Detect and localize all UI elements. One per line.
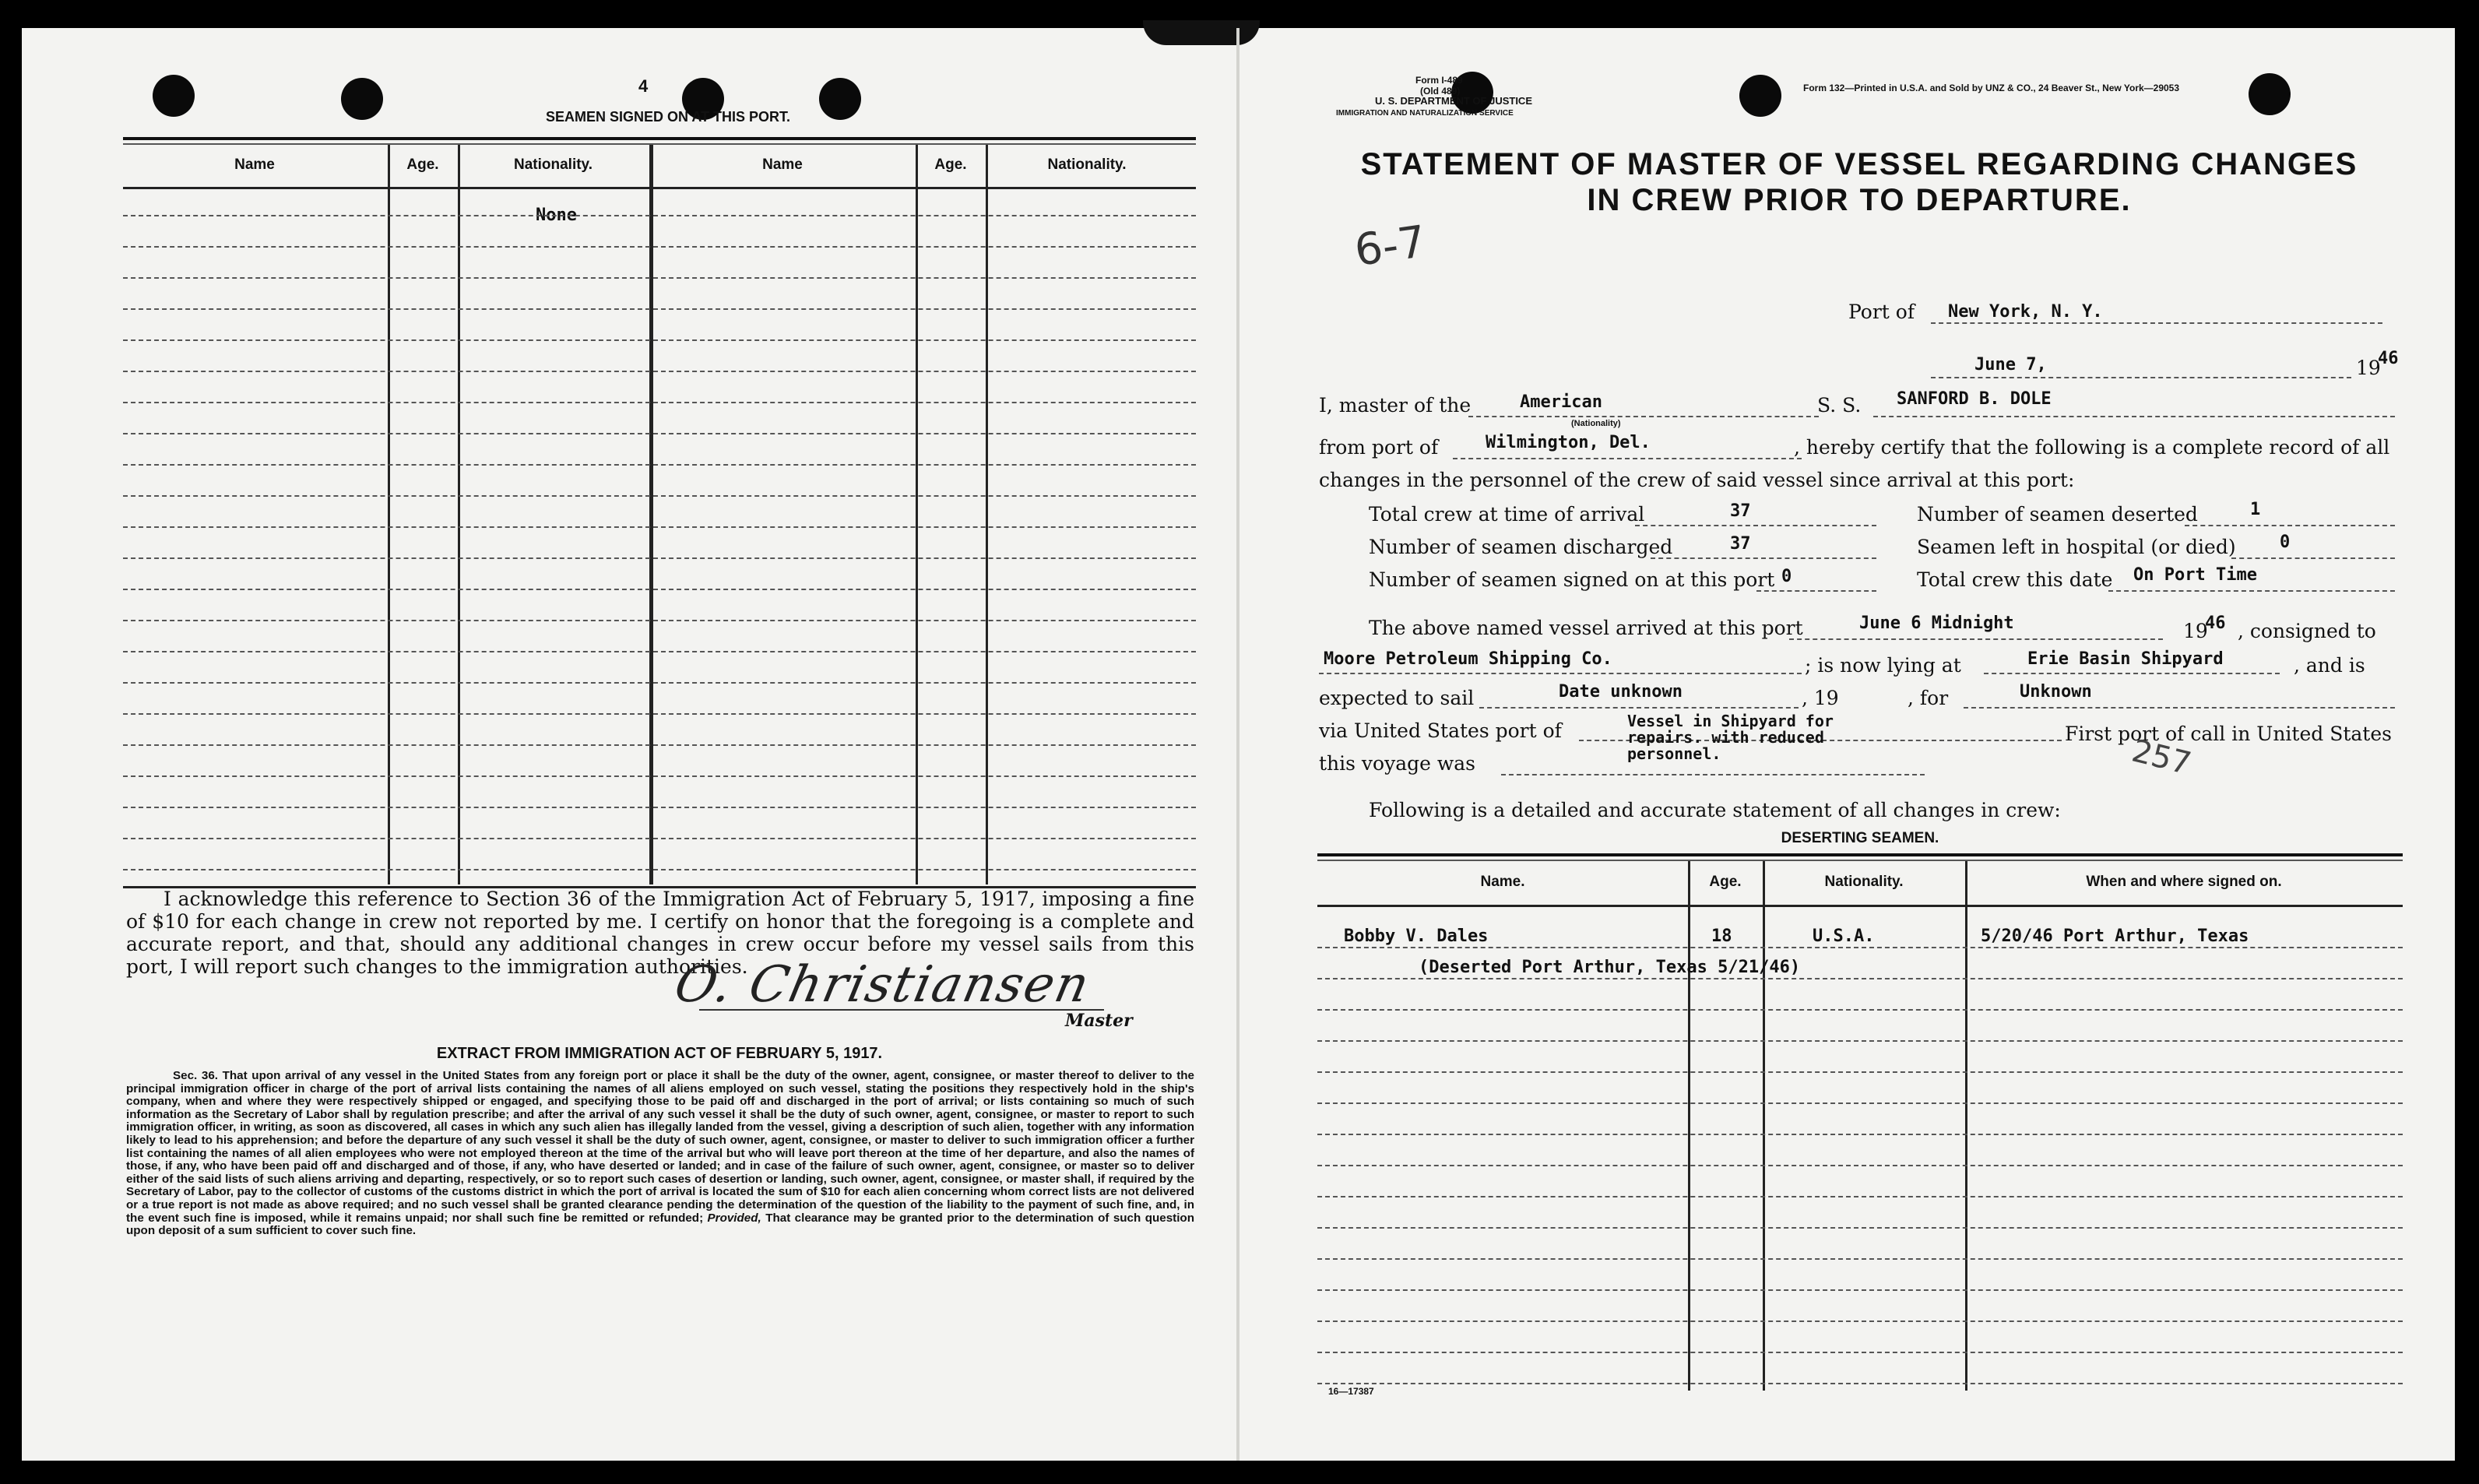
from-port-label: from port of — [1319, 436, 1439, 459]
table-row-rule — [123, 713, 1196, 715]
desert-col-name: Name. — [1480, 874, 1525, 890]
table-row-rule — [123, 464, 1196, 466]
desert-col-nationality: Nationality. — [1824, 874, 1904, 890]
department: U. S. DEPARTMENT OF JUSTICE — [1375, 95, 1532, 107]
hospital-line — [2231, 557, 2395, 559]
desert-header-rule — [1317, 905, 2403, 907]
table-row-rule — [1317, 1196, 2403, 1197]
desert-col-divider — [1965, 861, 1967, 1391]
hospital-value: 0 — [2280, 533, 2291, 552]
table-row-rule — [123, 807, 1196, 808]
from-port-line — [1453, 458, 1802, 459]
discharged-label: Number of seamen discharged — [1369, 536, 1673, 558]
extract-title: EXTRACT FROM IMMIGRATION ACT OF FEBRUARY 5, 1917. — [436, 1045, 883, 1062]
signed-on-value: 0 — [1781, 567, 1792, 586]
arrived-label: The above named vessel arrived at this port — [1369, 617, 1803, 639]
ss-label: S. S. — [1817, 394, 1862, 417]
following-text: Following is a detailed and accurate statement of all changes in crew: — [1369, 799, 2061, 821]
form-title-line1: STATEMENT OF MASTER OF VESSEL REGARDING CHANGES — [1360, 147, 2358, 181]
signed-on-line — [1756, 590, 1876, 592]
certify-text: , hereby certify that the following is a complete record of all — [1794, 436, 2390, 459]
for-line — [1964, 707, 2395, 709]
consigned-label: , consigned to — [2238, 620, 2376, 642]
extract-tail: That clearance may be granted prior to the determination of such question upon deposit of a sum sufficient to cover such fine. — [126, 1211, 1194, 1238]
expected-year: , 19 — [1802, 687, 1839, 709]
col-divider — [388, 145, 390, 884]
table-row-rule — [123, 526, 1196, 528]
stamp-number: 257 — [2128, 733, 2195, 782]
table-row-rule — [123, 620, 1196, 621]
signed-on-label: Number of seamen signed on at this port — [1369, 568, 1775, 591]
table-row-rule — [123, 744, 1196, 746]
desert-table-top-rule-thin — [1317, 860, 2403, 861]
table-row-rule — [123, 308, 1196, 310]
extract-lead: Sec. 36. — [173, 1069, 218, 1082]
and-is-label: , and is — [2294, 654, 2365, 677]
table-row-rule — [123, 277, 1196, 279]
table-row-rule — [123, 869, 1196, 870]
table-row-rule — [123, 215, 1196, 216]
table-row-rule — [123, 371, 1196, 372]
table-row-rule — [1317, 1134, 2403, 1135]
total-crew-label: Total crew at time of arrival — [1369, 503, 1645, 526]
col-header-age: Age. — [406, 156, 439, 173]
master-label: Master — [1065, 1011, 1133, 1031]
signature-line — [699, 1009, 1104, 1011]
desert-col-signed-on: When and where signed on. — [2086, 874, 2282, 890]
extract-body: That upon arrival of any vessel in the United States from any foreign port or place it shall be the duty of the owner, agent, consignee, or master thereof to deliver to the principal immigration officer in charge of the port of arrival lists containing the names of all aliens employed on such vessel, stating the positions they respectively hold in the ship's company, when and where they were respectively shipped or engaged, and specifying those to be paid off and discharged in the port of arrival; or lists containing so much of such information as the Secretary of Labor shall by regulation prescribe; and after the arrival of any such vessel it shall be the duty of such owner, agent, consignee, or master to report to such immigration officer, in writing, as soon as discovered, all cases in which any such alien has illegally landed from the vessel, giving a description of such alien, together with any information likely to lead to his apprehension; and before the departure of any such vessel it shall be the duty of such owner, agent, consignee, or master to deliver to such immigration officer a further list containing the names of all alien employees who were not employed thereon at the time of the arrival but who will leave port thereon at the time of her departure, and also the names of those, if any, who have been paid off and discharged and of those, if any, who have deserted or landed; and in case of the failure of such owner, agent, consignee, or master so to deliver either of the said lists of such aliens arriving and departing, respectively, or so to report such cases of desertion or landing, such owner, agent, consignee, or master shall, if required by the Secretary of Labor, pay to the collector of customs of the customs district in which the port of arrival is located the sum of $10 for each alien concerning whom correct lists are not delivered or a true report is not made as above required; and no such vessel shall be granted clearance pending the determination of the question of the liability to the payment of such fine, and, in the event such fine is imposed, while it remains unpaid; nor shall such fine be remitted or refunded; — [126, 1069, 1194, 1225]
service: IMMIGRATION AND NATURALIZATION SERVICE — [1336, 109, 1514, 118]
via-value: Vessel in Shipyard for repairs. with reduced personnel. — [1627, 712, 1834, 763]
col-divider — [649, 145, 653, 884]
for-value: Unknown — [2020, 682, 2092, 702]
table-row-rule — [123, 651, 1196, 652]
punch-hole — [341, 78, 383, 120]
for-label: , for — [1908, 687, 1949, 709]
arrived-year-prefix: 19 — [2183, 620, 2208, 642]
table-row-rule — [1317, 1165, 2403, 1166]
table-row-rule — [123, 402, 1196, 403]
deserted-line — [2185, 525, 2395, 526]
table-row-rule — [123, 339, 1196, 341]
voyage-label: this voyage was — [1319, 752, 1476, 775]
table-row-rule — [1317, 1352, 2403, 1353]
col-divider — [986, 145, 988, 884]
punch-hole — [2249, 73, 2291, 115]
date-line — [1931, 377, 2351, 378]
col-divider — [458, 145, 460, 884]
consignee-line — [1319, 673, 1802, 674]
table-row-rule — [1317, 1102, 2403, 1104]
expected-value: Date unknown — [1559, 682, 1683, 702]
table-top-rule-thin — [123, 143, 1196, 145]
desert-row1-nationality: U.S.A. — [1813, 927, 1875, 946]
extract-provided: Provided, — [707, 1211, 761, 1225]
nationality-line — [1468, 416, 1819, 417]
handwritten-mark: 6-7 — [1351, 216, 1429, 277]
table-row-rule — [123, 838, 1196, 839]
punch-hole — [153, 75, 195, 117]
nationality-caption: (Nationality) — [1571, 419, 1621, 428]
table-row-rule — [123, 495, 1196, 497]
table-row-rule — [1317, 1320, 2403, 1322]
total-crew-date-value: On Port Time — [2133, 565, 2257, 585]
table-row-rule — [1317, 1383, 2403, 1384]
table-row-rule — [123, 589, 1196, 590]
total-crew-line — [1635, 525, 1876, 526]
deserted-label: Number of seamen deserted — [1917, 503, 2198, 526]
arrived-line — [1789, 638, 2163, 640]
desert-col-age: Age. — [1709, 874, 1742, 890]
table-row-rule — [1317, 978, 2403, 979]
table-row-rule — [1317, 947, 2403, 948]
discharged-line — [1651, 557, 1876, 559]
date-value: June 7, — [1974, 355, 2047, 375]
table-row-rule — [1317, 1289, 2403, 1291]
table-row-rule — [1317, 1071, 2403, 1073]
port-value: New York, N. Y. — [1948, 302, 2103, 322]
deserting-title: DESERTING SEAMEN. — [1781, 830, 1939, 846]
table-row-rule — [123, 682, 1196, 684]
col-header-age-2: Age. — [934, 156, 967, 173]
voyage-line — [1501, 774, 1925, 775]
table-row-rule — [123, 246, 1196, 248]
table-row-rule — [123, 775, 1196, 777]
expected-line — [1479, 707, 1799, 709]
port-line — [1931, 322, 2382, 324]
hospital-label: Seamen left in hospital (or died) — [1917, 536, 2236, 558]
section-title: SEAMEN SIGNED ON AT THIS PORT. — [545, 109, 791, 125]
table-header-rule — [123, 187, 1196, 189]
first-port-label: First port of call in United States — [2065, 723, 2392, 745]
changes-text: changes in the personnel of the crew of said vessel since arrival at this port: — [1319, 469, 2075, 491]
master-of-label: I, master of the — [1319, 394, 1472, 417]
table-row-rule — [1317, 1040, 2403, 1042]
torn-edge — [1143, 20, 1260, 45]
year-value: 46 — [2378, 349, 2399, 368]
table-row-rule — [123, 433, 1196, 434]
form-title-line2: IN CREW PRIOR TO DEPARTURE. — [1587, 183, 2132, 217]
port-label: Port of — [1848, 301, 1915, 323]
form-old: (Old 489) — [1420, 86, 1461, 97]
col-header-nationality: Nationality. — [514, 156, 592, 173]
deserted-value: 1 — [2250, 500, 2261, 519]
page-number: 4 — [638, 76, 649, 96]
desert-row1-signed-on: 5/20/46 Port Arthur, Texas — [1981, 927, 2249, 946]
arrived-year: 46 — [2205, 614, 2226, 633]
punch-hole — [1739, 75, 1781, 117]
form-code: 16—17387 — [1328, 1386, 1374, 1397]
expected-label: expected to sail — [1319, 687, 1475, 709]
desert-row1-name: Bobby V. Dales — [1344, 927, 1489, 946]
table-row-rule — [1317, 1009, 2403, 1011]
arrived-value: June 6 Midnight — [1859, 614, 2014, 633]
form-title — [1317, 146, 2401, 218]
vessel-name: SANFORD B. DOLE — [1897, 389, 2052, 409]
lying-line — [1984, 673, 2280, 674]
vessel-line — [1873, 416, 2395, 417]
desert-row1-age: 18 — [1711, 927, 1732, 946]
none-entry: None — [536, 206, 577, 225]
desert-table-top-rule — [1317, 853, 2403, 856]
col-header-name-2: Name — [762, 156, 803, 173]
from-port-value: Wilmington, Del. — [1486, 433, 1651, 452]
nationality-value: American — [1520, 392, 1602, 412]
col-divider — [916, 145, 918, 884]
table-row-rule — [123, 557, 1196, 559]
col-header-name: Name — [234, 156, 275, 173]
total-crew-date-line — [2108, 590, 2395, 592]
form-number: Form I-489 — [1415, 75, 1463, 86]
table-row-rule — [1317, 1258, 2403, 1260]
total-crew-value: 37 — [1730, 501, 1751, 521]
year-prefix: 19 — [2356, 357, 2381, 379]
lying-label: ; is now lying at — [1805, 654, 1961, 677]
consignee-value: Moore Petroleum Shipping Co. — [1324, 649, 1612, 669]
extract-paragraph — [126, 1070, 1194, 1238]
printer-line: Form 132—Printed in U.S.A. and Sold by UNZ & CO., 24 Beaver St., New York—29053 — [1803, 83, 2180, 93]
table-row-rule — [1317, 1227, 2403, 1229]
master-signature: O. Christiansen — [670, 956, 1095, 1014]
lying-value: Erie Basin Shipyard — [2027, 649, 2224, 669]
discharged-value: 37 — [1730, 534, 1751, 554]
col-header-nationality-2: Nationality. — [1047, 156, 1127, 173]
page-fold — [1236, 28, 1240, 1461]
desert-row2-note: (Deserted Port Arthur, Texas 5/21/46) — [1419, 958, 1801, 977]
document-sheet — [22, 28, 2455, 1461]
table-top-rule — [123, 137, 1196, 140]
acknowledgement-text: I acknowledge this reference to Section 36 of the Immigration Act of February 5, 1917, imposing a fine of $10 for each change in crew not reported by me. I certify on honor that the foregoing is a complete and accurate report, and that, should any additional changes in crew occur before my vessel sails from this port, I will report such changes to the immigration authorities. — [126, 888, 1194, 978]
desert-col-divider — [1763, 861, 1765, 1391]
desert-col-divider — [1688, 861, 1690, 1391]
total-crew-date-label: Total crew this date — [1917, 568, 2113, 591]
via-label: via United States port of — [1319, 719, 1562, 742]
